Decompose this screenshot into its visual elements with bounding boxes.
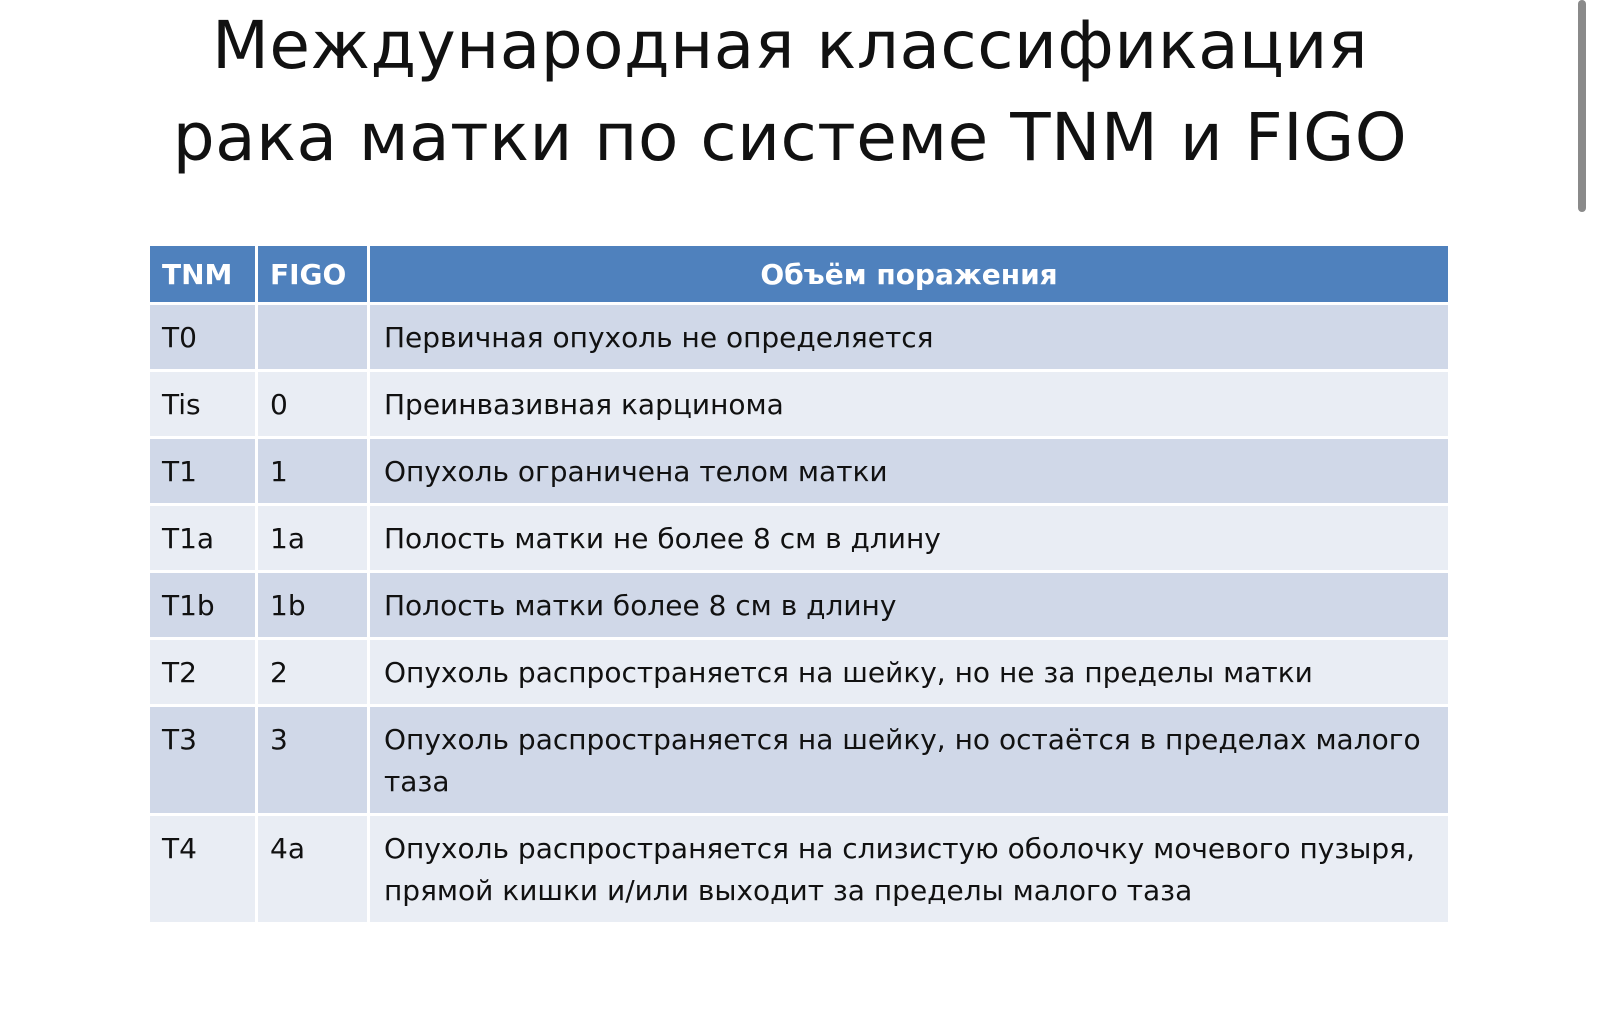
cell-description: Полость матки не более 8 см в длину	[370, 506, 1448, 573]
slide-title-line-2: рака матки по системе TNM и FIGO	[172, 99, 1408, 176]
cell-tnm: T2	[150, 640, 258, 707]
cell-description: Опухоль распространяется на шейку, но не за пределы матки	[370, 640, 1448, 707]
table-row	[150, 506, 1448, 573]
table-row	[150, 305, 1448, 372]
cell-tnm: T1	[150, 439, 258, 506]
table-row	[150, 707, 1448, 816]
table-row	[150, 816, 1448, 925]
classification-table-wrapper	[150, 246, 1448, 925]
cell-description: Полость матки более 8 см в длину	[370, 573, 1448, 640]
header-figo: FIGO	[258, 246, 370, 305]
cell-figo: 3	[258, 707, 370, 816]
cell-tnm: Tis	[150, 372, 258, 439]
table-row	[150, 573, 1448, 640]
cell-figo: 0	[258, 372, 370, 439]
slide-title	[0, 0, 1580, 184]
header-tnm: TNM	[150, 246, 258, 305]
table-row	[150, 372, 1448, 439]
cell-tnm: T1b	[150, 573, 258, 640]
table-row	[150, 439, 1448, 506]
vertical-scrollbar[interactable]	[1578, 0, 1586, 212]
cell-description: Первичная опухоль не определяется	[370, 305, 1448, 372]
cell-figo: 2	[258, 640, 370, 707]
cell-description: Преинвазивная карцинома	[370, 372, 1448, 439]
cell-figo: 1b	[258, 573, 370, 640]
header-description: Объём поражения	[370, 246, 1448, 305]
cell-figo: 1	[258, 439, 370, 506]
cell-tnm: T3	[150, 707, 258, 816]
table-header-row	[150, 246, 1448, 305]
cell-description: Опухоль ограничена телом матки	[370, 439, 1448, 506]
cell-tnm: T4	[150, 816, 258, 925]
cell-description: Опухоль распространяется на шейку, но остаётся в пределах малого таза	[370, 707, 1448, 816]
cell-tnm: T1a	[150, 506, 258, 573]
table-row	[150, 640, 1448, 707]
classification-table	[150, 246, 1448, 925]
cell-figo: 1a	[258, 506, 370, 573]
cell-description: Опухоль распространяется на слизистую оболочку мочевого пузыря, прямой кишки и/или выходит за пределы малого таза	[370, 816, 1448, 925]
cell-figo: 4a	[258, 816, 370, 925]
slide-title-line-1: Международная классификация	[211, 7, 1369, 84]
cell-figo	[258, 305, 370, 372]
cell-tnm: T0	[150, 305, 258, 372]
